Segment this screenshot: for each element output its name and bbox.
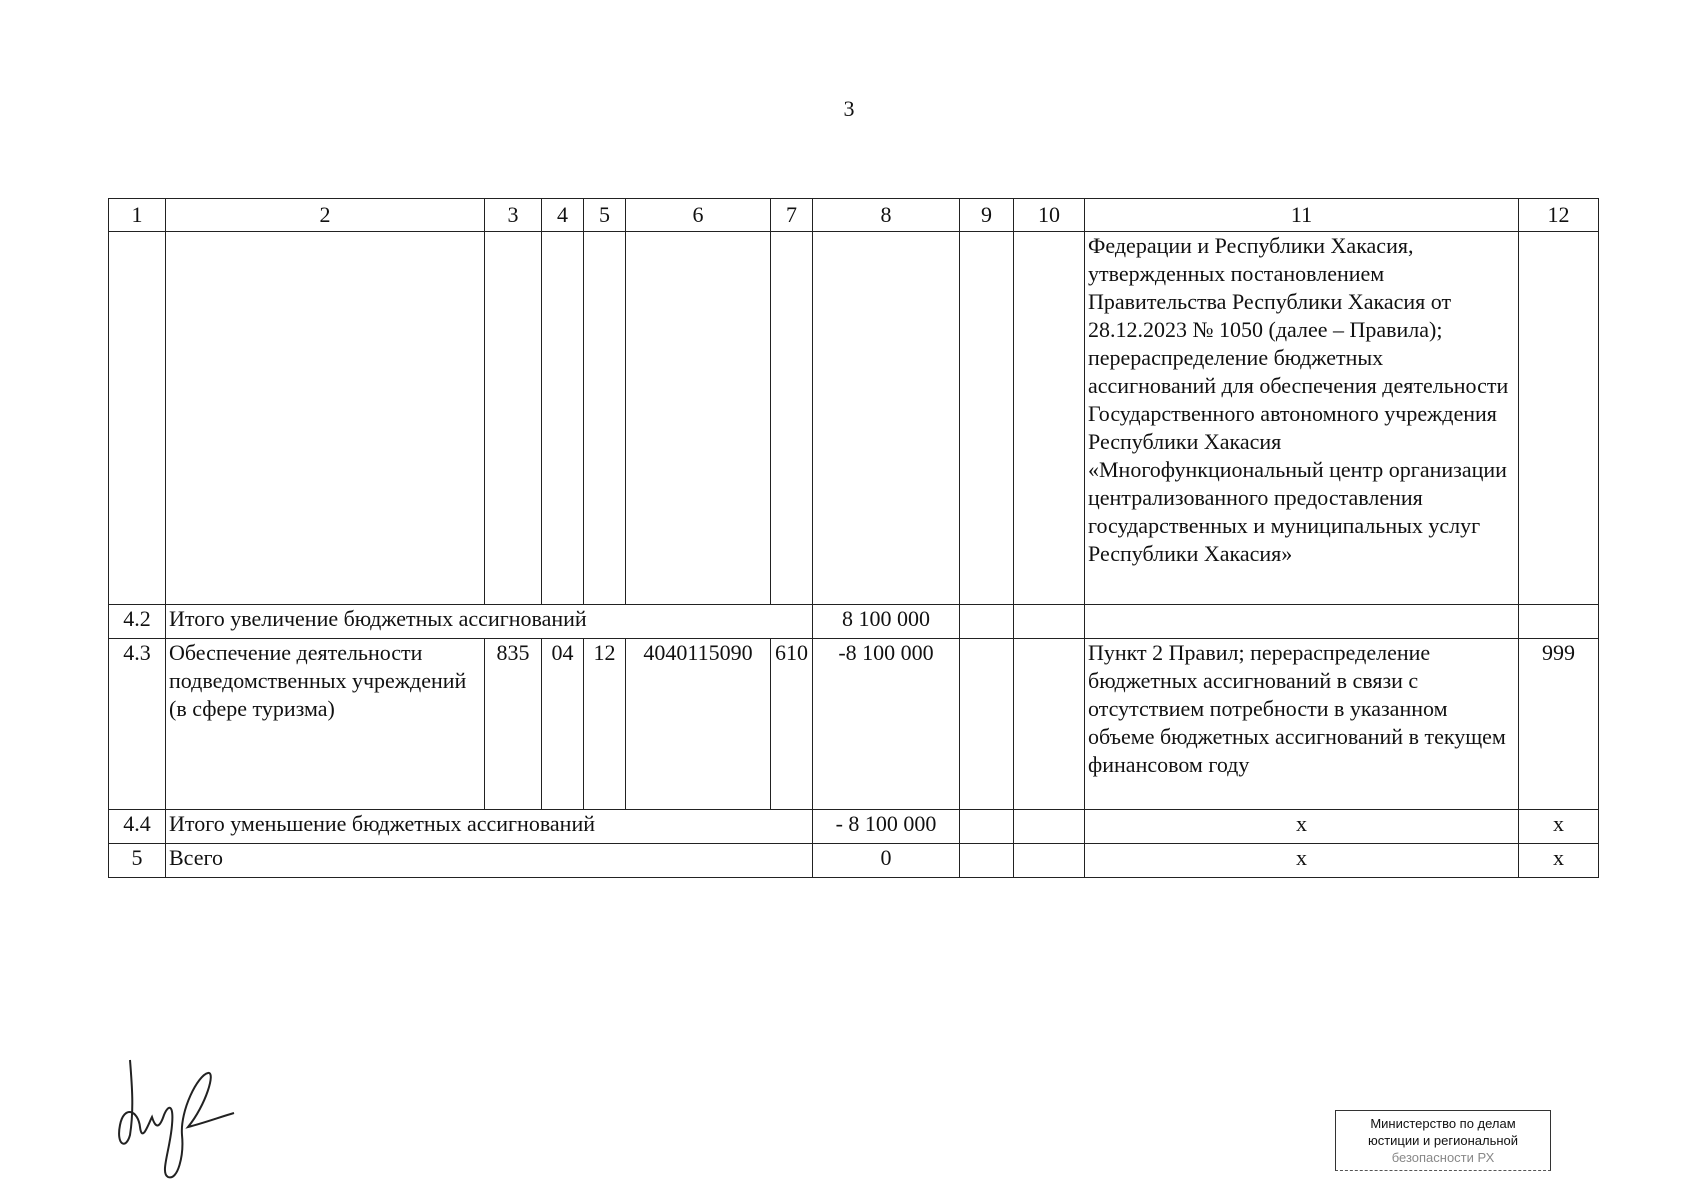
- code-cell: 999: [1519, 639, 1599, 810]
- row-number: 4.2: [109, 605, 166, 639]
- section-code: 04: [542, 639, 584, 810]
- header-cell: 12: [1519, 199, 1599, 232]
- header-cell: 2: [166, 199, 485, 232]
- row-name: Всего: [166, 844, 813, 878]
- subsection-code: 12: [584, 639, 626, 810]
- table-header-row: [109, 199, 1599, 232]
- table-row: [109, 810, 1599, 844]
- header-cell: 3: [485, 199, 542, 232]
- justification-cell: Пункт 2 Правил; перераспределение бюджетных ассигнований в связи с отсутствием потребности в указанном объеме бюджетных ассигнований в текущем финансовом году: [1085, 639, 1519, 810]
- x-mark: x: [1519, 810, 1599, 844]
- table-row: [109, 639, 1599, 810]
- stamp-line: безопасности РХ: [1391, 1150, 1495, 1165]
- header-cell: 10: [1014, 199, 1085, 232]
- header-cell: 9: [960, 199, 1014, 232]
- row-number: 4.4: [109, 810, 166, 844]
- header-cell: 7: [771, 199, 813, 232]
- header-cell: 4: [542, 199, 584, 232]
- row-number: 4.3: [109, 639, 166, 810]
- header-cell: 5: [584, 199, 626, 232]
- header-cell: 8: [813, 199, 960, 232]
- row-name: Итого увеличение бюджетных ассигнований: [166, 605, 813, 639]
- justification-cell: Федерации и Республики Хакасия, утвержденных постановлением Правительства Республики Хакасия от 28.12.2023 № 1050 (далее – Правила); перераспределение бюджетных ассигнований для обеспечения деятельности Государственного автономного учреждения Республики Хакасия «Многофункциональный центр организации централизованного предоставления государственных и муниципальных услуг Республики Хакасия»: [1085, 232, 1519, 605]
- amount-cell: 0: [813, 844, 960, 878]
- amount-cell: -8 100 000: [813, 639, 960, 810]
- x-mark: x: [1519, 844, 1599, 878]
- row-number: 5: [109, 844, 166, 878]
- table-row: [109, 605, 1599, 639]
- amount-cell: 8 100 000: [813, 605, 960, 639]
- table-row: [109, 844, 1599, 878]
- header-cell: 1: [109, 199, 166, 232]
- x-mark: x: [1085, 844, 1519, 878]
- header-cell: 6: [626, 199, 771, 232]
- ministry-code: 835: [485, 639, 542, 810]
- amount-cell: - 8 100 000: [813, 810, 960, 844]
- target-article-code: 4040115090: [626, 639, 771, 810]
- stamp-line: Министерство по делам: [1370, 1116, 1516, 1131]
- row-name: Обеспечение деятельности подведомственных учреждений (в сфере туризма): [166, 639, 485, 810]
- handwritten-signature: [108, 1055, 238, 1185]
- budget-table: [108, 198, 1599, 878]
- header-cell: 11: [1085, 199, 1519, 232]
- row-name: Итого уменьшение бюджетных ассигнований: [166, 810, 813, 844]
- table-row: [109, 232, 1599, 605]
- registration-stamp: [1335, 1110, 1551, 1171]
- page-number: 3: [843, 96, 855, 121]
- x-mark: x: [1085, 810, 1519, 844]
- expense-type-code: 610: [771, 639, 813, 810]
- stamp-line: юстиции и региональной: [1367, 1133, 1519, 1148]
